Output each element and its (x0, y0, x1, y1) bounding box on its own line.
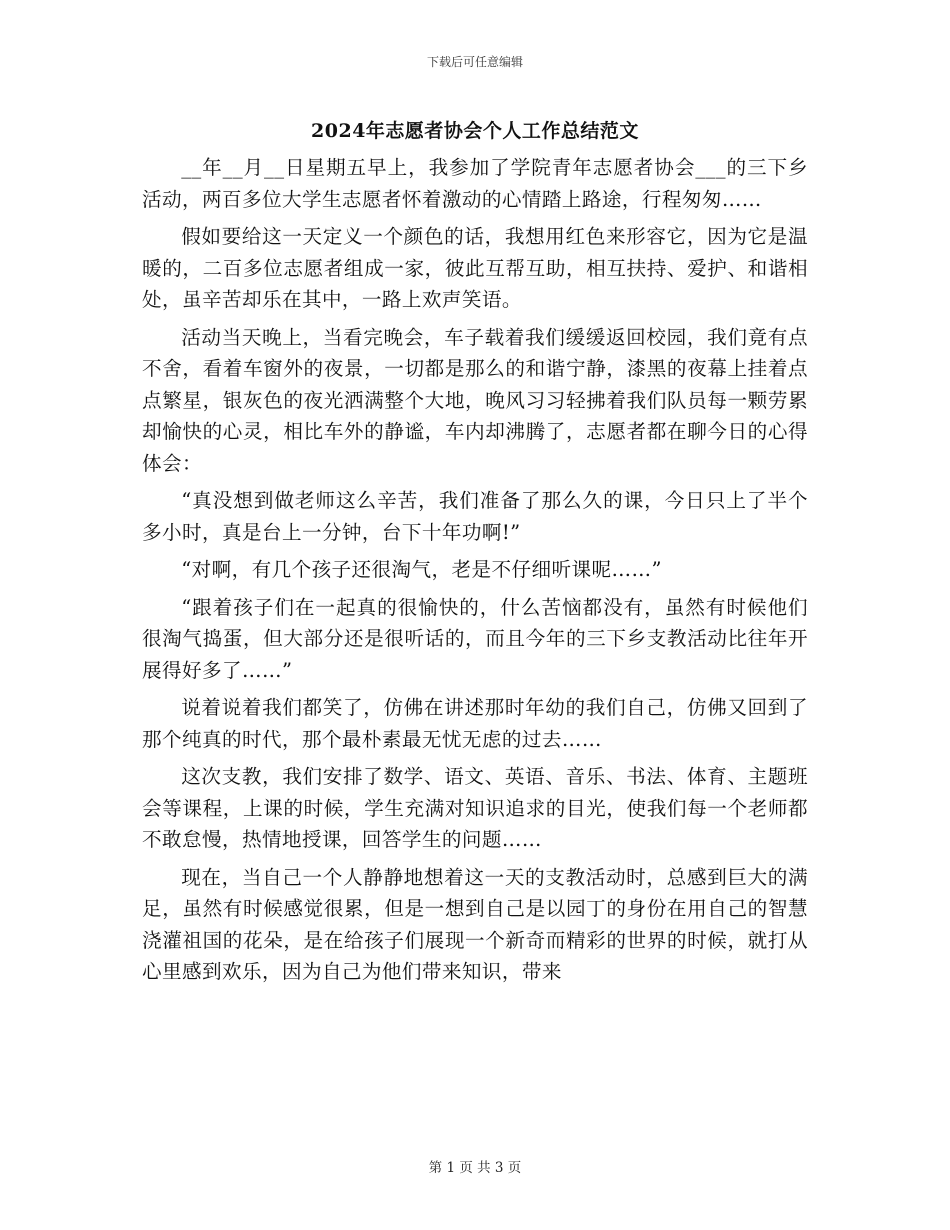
paragraph: __年__月__日星期五早上，我参加了学院青年志愿者协会___的三下乡活动，两百多位大学生志愿者怀着激动的心情踏上路途，行程匆匆…… (142, 156, 808, 211)
document-body (142, 152, 808, 988)
paragraph: 说着说着我们都笑了，仿佛在讲述那时年幼的我们自己，仿佛又回到了那个纯真的时代，那个最朴素最无忧无虑的过去…… (142, 696, 808, 751)
header-note: 下载后可任意编辑 (426, 55, 523, 69)
paragraph: 现在，当自己一个人静静地想着这一天的支教活动时，总感到巨大的满足，虽然有时候感觉很累，但是一想到自己是以园丁的身份在用自己的智慧浇灌祖国的花朵，是在给孩子们展现一个新奇而精彩的世界的时候，就打从心里感到欢乐，因为自己为他们带来知识，带来 (142, 865, 808, 983)
document-title: 2024年志愿者协会个人工作总结范文 (311, 120, 639, 142)
paragraph: 活动当天晚上，当看完晚会，车子载着我们缓缓返回校园，我们竟有点不舍，看着车窗外的夜景，一切都是那么的和谐宁静，漆黑的夜幕上挂着点点繁星，银灰色的夜光洒满整个大地，晚风习习轻拂着我们队员每一颗劳累却愉快的心灵，相比车外的静谧，车内却沸腾了，志愿者都在聊今日的心得体会： (142, 325, 808, 475)
paragraph: 这次支教，我们安排了数学、语文、英语、音乐、书法、体育、主题班会等课程，上课的时候，学生充满对知识追求的目光，使我们每一个老师都不敢怠慢，热情地授课，回答学生的问题…… (142, 765, 808, 851)
paragraph: “真没想到做老师这么辛苦，我们准备了那么久的课，今日只上了半个多小时，真是台上一分钟，台下十年功啊!” (142, 489, 808, 544)
paragraph: “跟着孩子们在一起真的很愉快的，什么苦恼都没有，虽然有时候他们很淘气捣蛋，但大部分还是很听话的，而且今年的三下乡支教活动比往年开展得好多了……” (142, 595, 808, 682)
paragraph: “对啊，有几个孩子还很淘气，老是不仔细听课呢……” (181, 558, 662, 581)
paragraph: 假如要给这一天定义一个颜色的话，我想用红色来形容它，因为它是温暖的，二百多位志愿者组成一家，彼此互帮互助，相互扶持、爱护、和谐相处，虽辛苦却乐在其中，一路上欢声笑语。 (142, 225, 808, 311)
page-number: 第 1 页 共 3 页 (428, 1160, 522, 1176)
